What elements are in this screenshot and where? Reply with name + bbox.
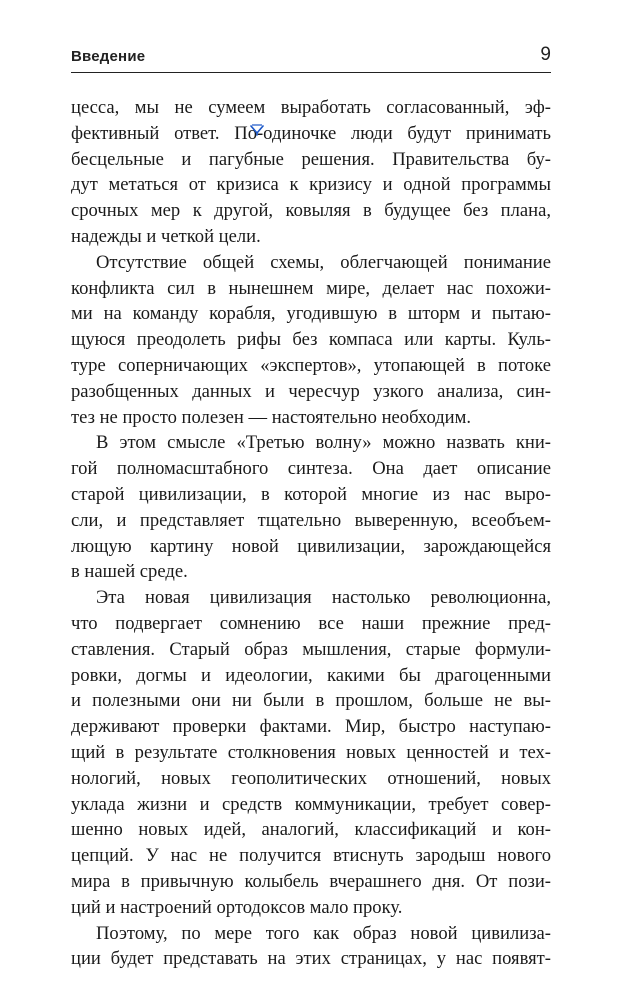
text-line: щий в результате столкновения новых ценностей и тех-: [71, 741, 551, 763]
text-line: срочных мер к другой, ковыляя в будущее без плана,: [71, 200, 551, 222]
text-line: ставления. Старый образ мышления, старые формули-: [71, 638, 551, 660]
text-line: надежды и четкой цели.: [71, 225, 261, 247]
body-text: [71, 95, 551, 972]
text-line: лющую картину новой цивилизации, зарождающейся: [71, 535, 551, 557]
text-line: туре соперничающих «экспертов», утопающей в потоке: [71, 354, 551, 376]
text-cursor-icon: [250, 124, 264, 136]
text-line: бесцельные и пагубные решения. Правительства бу-: [71, 148, 551, 170]
text-line: дут метаться от кризиса к кризису и одной программы: [71, 174, 551, 196]
text-line: держивают проверки фактами. Мир, быстро наступаю-: [71, 716, 551, 738]
text-line: нологий, новых геополитических отношений, новых: [71, 767, 551, 789]
text-line: щуюся преодолеть рифы без компаса или карты. Куль-: [71, 329, 551, 351]
text-line: старой цивилизации, в которой многие из нас выро-: [71, 483, 551, 505]
text-line: разобщенных данных и чересчур узкого анализа, син-: [71, 380, 551, 402]
section-title: Введение: [71, 48, 146, 65]
text-line: конфликта сил в нынешнем мире, делает нас похожи-: [71, 277, 551, 299]
text-line: сли, и представляет тщательно выверенную, всеобъем-: [71, 509, 551, 531]
text-line: Эта новая цивилизация настолько революционна,: [96, 587, 551, 609]
text-line: тез не просто полезен — настоятельно необходим.: [71, 406, 472, 428]
text-line: ции будет представать на этих страницах, у нас появят-: [71, 948, 551, 970]
text-line: мира в привычную колыбель вчерашнего дня. От пози-: [71, 870, 551, 892]
text-line: фективный ответ. По-одиночке люди будут принимать: [71, 122, 551, 144]
text-line: ми на команду корабля, угодившую в шторм и пытаю-: [71, 303, 551, 325]
text-line: что подвергает сомнению все наши прежние пред-: [71, 612, 551, 634]
text-line: цепций. У нас не получится втиснуть зародыш нового: [71, 845, 551, 867]
text-line: в нашей среде.: [71, 561, 188, 583]
text-line: шенно новых идей, аналогий, классификаций и кон-: [71, 819, 551, 841]
text-line: ровки, догмы и идеологии, какими бы драгоценными: [71, 664, 551, 686]
text-line: цесса, мы не сумеем выработать согласованный, эф-: [71, 97, 551, 118]
text-line: В этом смысле «Третью волну» можно назвать кни-: [96, 432, 551, 454]
text-line: ций и настроений ортодоксов мало проку.: [71, 896, 403, 918]
text-line: гой полномасштабного синтеза. Она дает описание: [71, 458, 551, 480]
text-line: Отсутствие общей схемы, облегчающей понимание: [96, 251, 551, 273]
text-line: и полезными они ни были в прошлом, больше не вы-: [71, 690, 551, 712]
page-number: 9: [540, 44, 551, 65]
text-line: Поэтому, по мере того как образ новой цивилиза-: [96, 922, 551, 944]
running-head: [71, 44, 551, 73]
text-line: уклада жизни и средств коммуникации, требует совер-: [71, 793, 551, 815]
